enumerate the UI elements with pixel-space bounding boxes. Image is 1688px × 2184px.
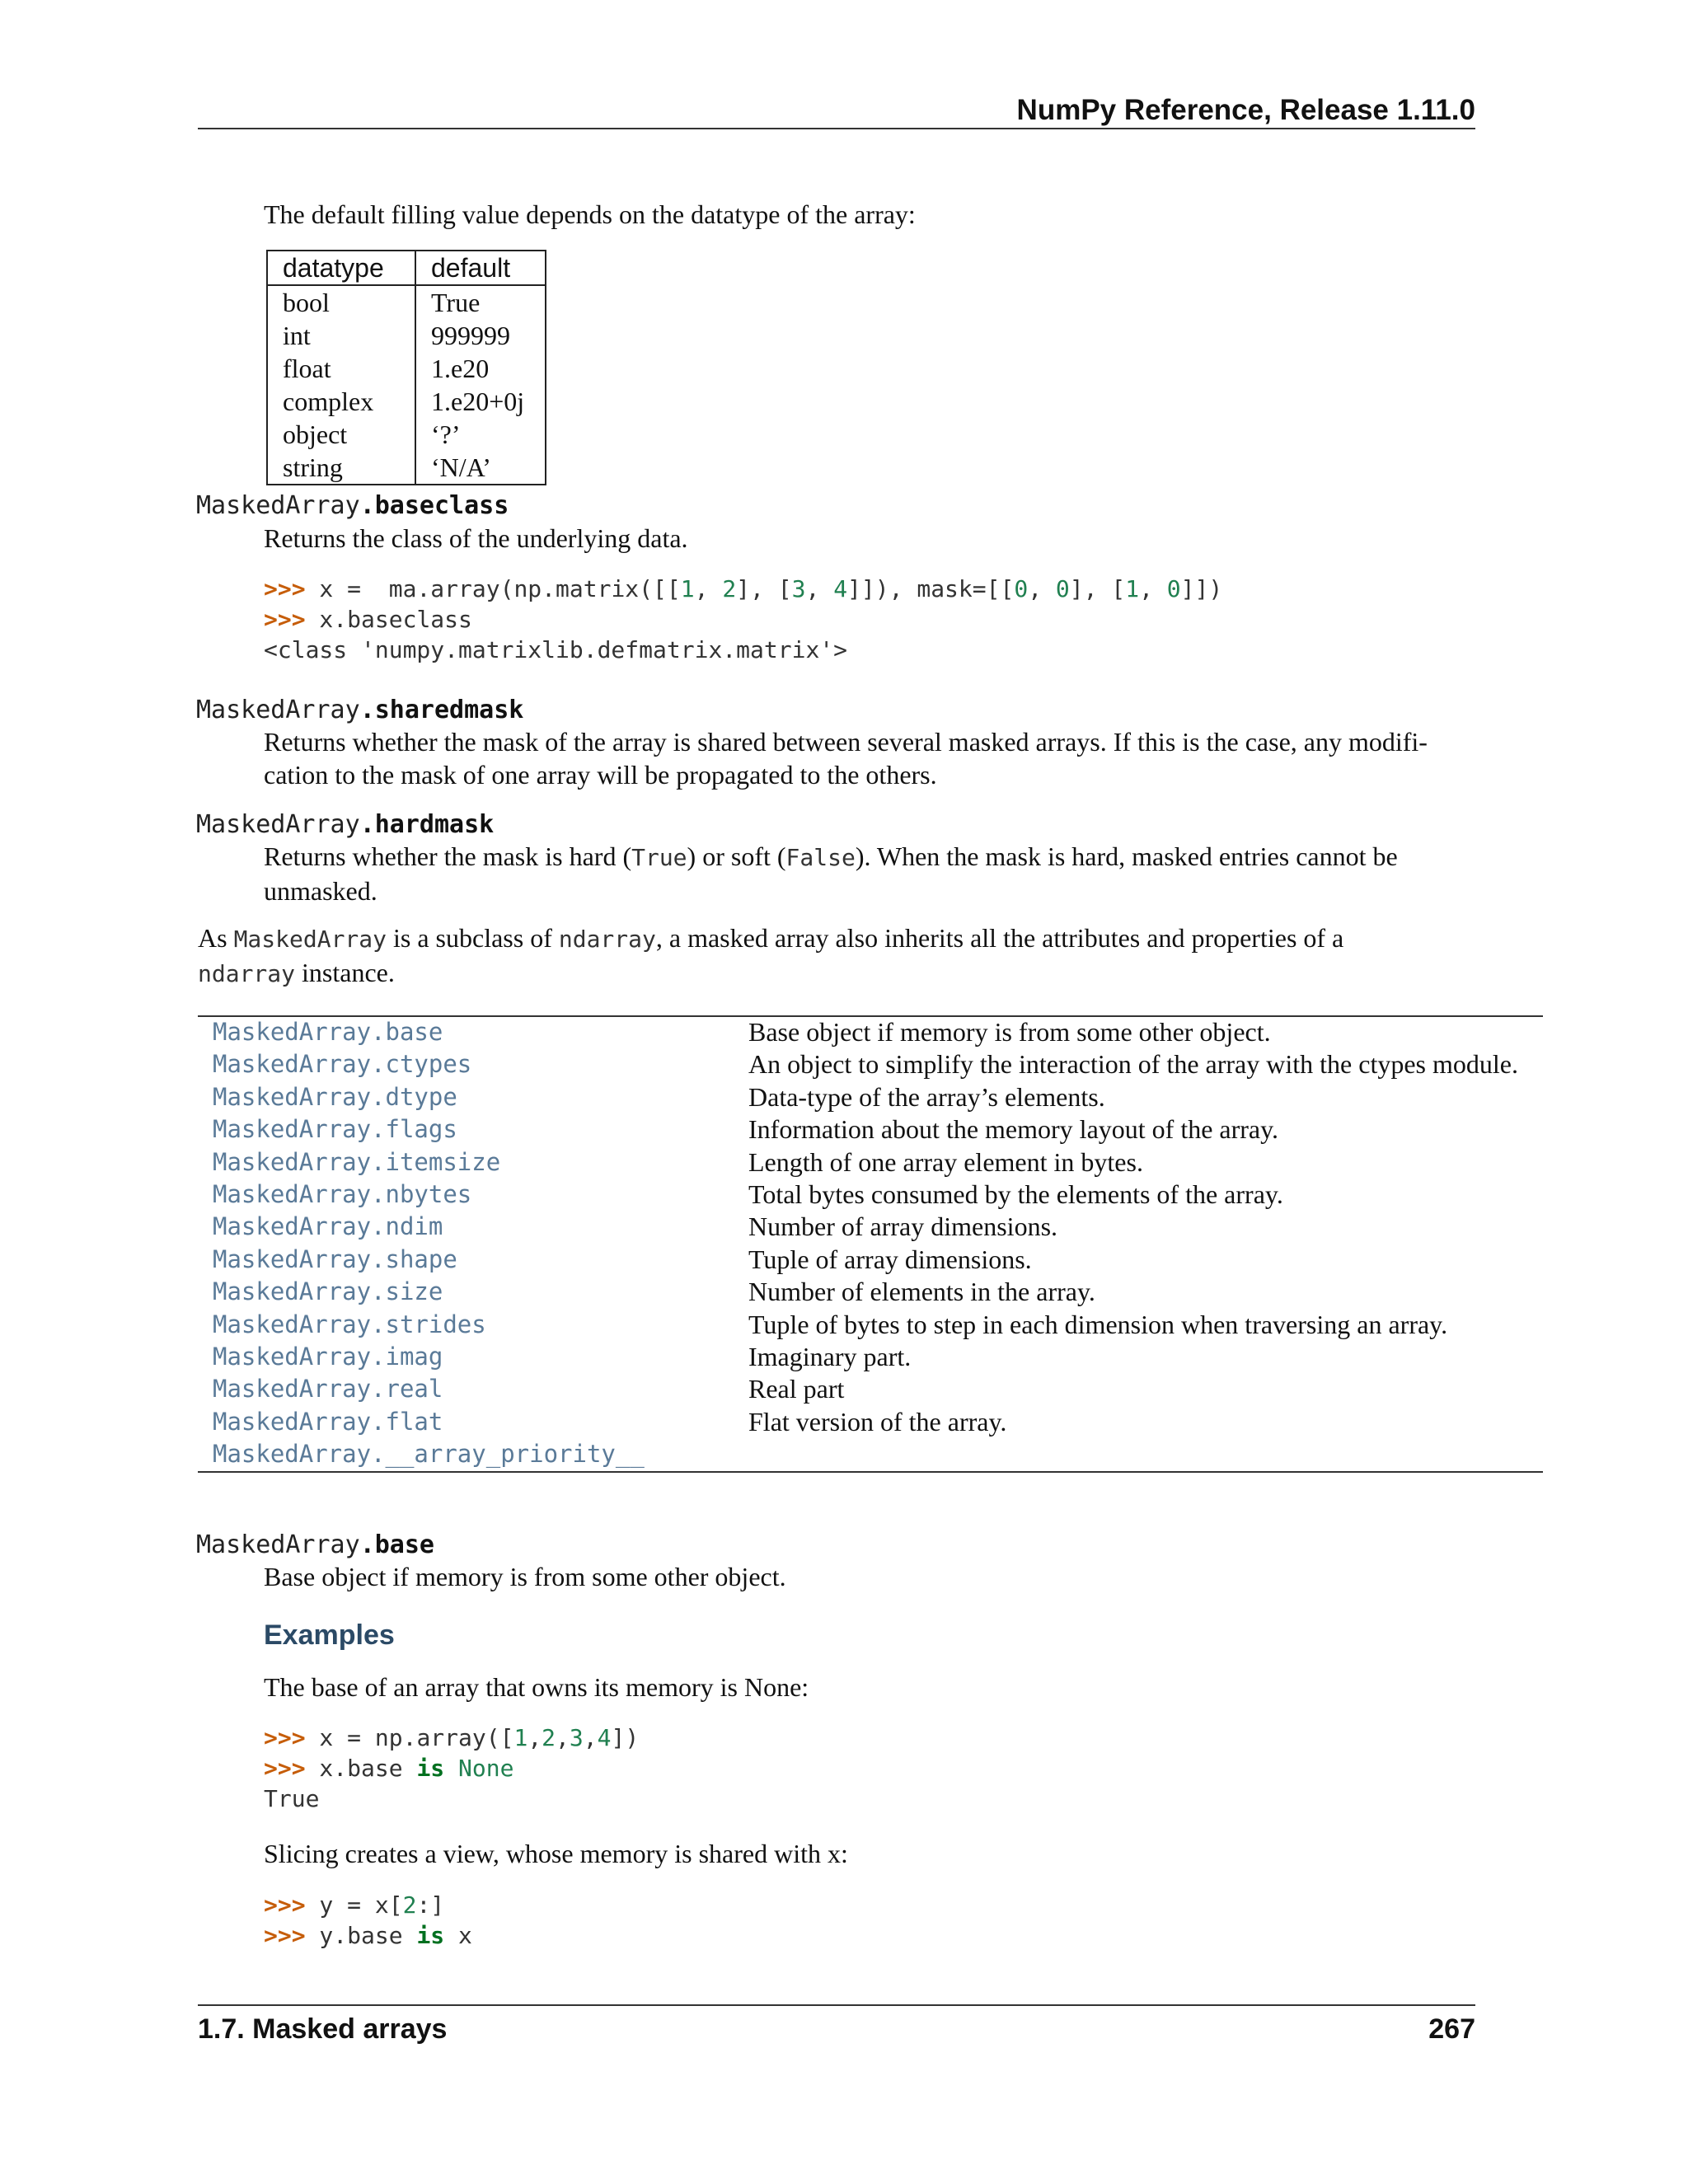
attribute-link[interactable]: MaskedArray.size — [213, 1277, 443, 1306]
link-ndarray[interactable]: ndarray — [558, 926, 656, 953]
inline-code-false: False — [785, 844, 856, 871]
baseclass-code-block — [264, 574, 1222, 665]
attribute-description: An object to simplify the interaction of the array with the ctypes module. — [748, 1049, 1518, 1080]
base-signature — [196, 1529, 434, 1562]
attribute-summary-table — [198, 1016, 1543, 1470]
code-line: >>> x.baseclass — [264, 606, 472, 633]
table-row — [267, 319, 546, 352]
signature-attribute: .baseclass — [359, 491, 509, 520]
table-header-cell: default — [415, 251, 546, 285]
table-row — [267, 418, 546, 451]
table-cell: ‘N/A’ — [415, 451, 546, 485]
table-row — [198, 1211, 1543, 1243]
table-row — [267, 352, 546, 385]
attribute-link[interactable]: MaskedArray.base — [213, 1018, 443, 1046]
attribute-link[interactable]: MaskedArray.imag — [213, 1342, 443, 1371]
attribute-link[interactable]: MaskedArray.real — [213, 1375, 443, 1404]
table-row — [198, 1406, 1543, 1438]
header-rule — [198, 128, 1475, 129]
attribute-link[interactable]: MaskedArray.shape — [213, 1244, 457, 1273]
examples-heading: Examples — [264, 1619, 395, 1651]
signature-class: MaskedArray — [196, 696, 360, 724]
table-cell: complex — [267, 385, 415, 418]
attr-table-bottom-rule — [198, 1471, 1543, 1473]
attribute-link[interactable]: MaskedArray.flags — [213, 1115, 457, 1144]
attribute-description: Number of elements in the array. — [748, 1277, 1095, 1307]
page-number: 267 — [1428, 2013, 1475, 2045]
attribute-description: Number of array dimensions. — [748, 1212, 1058, 1242]
signature-attribute: .base — [359, 1530, 434, 1559]
example1-text: The base of an array that owns its memory is None: — [264, 1672, 809, 1702]
attribute-link[interactable]: MaskedArray.strides — [213, 1310, 486, 1338]
table-row — [198, 1276, 1543, 1308]
hardmask-description: Returns whether the mask is hard (True) or soft (False). When the mask is hard, masked entries cannot be unmasked. — [264, 841, 1398, 906]
table-cell: 1.e20+0j — [415, 385, 546, 418]
attribute-description: Length of one array element in bytes. — [748, 1146, 1143, 1177]
attribute-description: Imaginary part. — [748, 1341, 912, 1371]
attribute-link[interactable]: MaskedArray.flat — [213, 1407, 443, 1436]
table-row — [198, 1016, 1543, 1048]
signature-attribute: .sharedmask — [359, 696, 524, 724]
table-row — [198, 1373, 1543, 1405]
table-cell: 1.e20 — [415, 352, 546, 385]
fill-intro-text: The default filling value depends on the datatype of the array: — [264, 199, 916, 229]
running-head: NumPy Reference, Release 1.11.0 — [1016, 94, 1475, 126]
attribute-link[interactable]: MaskedArray.__array_priority__ — [213, 1440, 645, 1469]
table-row — [267, 385, 546, 418]
sharedmask-description: Returns whether the mask of the array is shared between several masked arrays. If this is the case, any modifi- cation to the mask of one array will be propagated to the others. — [264, 727, 1428, 790]
attribute-description: Information about the memory layout of the array. — [748, 1114, 1279, 1145]
baseclass-signature — [196, 490, 509, 523]
hardmask-signature — [196, 808, 494, 841]
attribute-link[interactable]: MaskedArray.ctypes — [213, 1050, 472, 1079]
footer-section-title: 1.7. Masked arrays — [198, 2013, 448, 2045]
table-row — [198, 1081, 1543, 1113]
table-header-cell: datatype — [267, 251, 415, 285]
code-line: >>> x.base is None — [264, 1755, 514, 1782]
table-row — [198, 1309, 1543, 1341]
table-cell: bool — [267, 285, 415, 319]
example2-code-block — [264, 1890, 472, 1951]
attribute-description: Tuple of array dimensions. — [748, 1244, 1032, 1274]
table-row — [198, 1146, 1543, 1179]
table-cell: float — [267, 352, 415, 385]
attribute-description: Base object if memory is from some other object. — [748, 1017, 1271, 1047]
code-output-line: <class 'numpy.matrixlib.defmatrix.matrix'> — [264, 636, 848, 663]
baseclass-description: Returns the class of the underlying data. — [264, 523, 688, 553]
attribute-description: Real part — [748, 1374, 845, 1404]
table-row — [198, 1048, 1543, 1080]
table-cell: ‘?’ — [415, 418, 546, 451]
attribute-description: Data-type of the array’s elements. — [748, 1081, 1105, 1112]
table-cell: int — [267, 319, 415, 352]
link-maskedarray[interactable]: MaskedArray — [233, 926, 387, 953]
table-cell: string — [267, 451, 415, 485]
example1-code-block — [264, 1722, 639, 1814]
signature-class: MaskedArray — [196, 491, 360, 520]
table-row — [198, 1179, 1543, 1211]
attribute-description: Total bytes consumed by the elements of the array. — [748, 1179, 1283, 1209]
code-line: >>> y = x[2:] — [264, 1891, 445, 1919]
table-row — [267, 285, 546, 319]
code-line: >>> x = np.array([1,2,3,4]) — [264, 1724, 640, 1751]
attribute-link[interactable]: MaskedArray.itemsize — [213, 1147, 501, 1176]
example2-text: Slicing creates a view, whose memory is shared with x: — [264, 1839, 848, 1868]
footer-rule — [198, 2004, 1475, 2006]
table-cell: True — [415, 285, 546, 319]
attribute-description: Flat version of the array. — [748, 1406, 1007, 1436]
link-ndarray[interactable]: ndarray — [198, 960, 296, 987]
table-header-row — [267, 251, 546, 285]
attribute-link[interactable]: MaskedArray.dtype — [213, 1082, 457, 1111]
sharedmask-signature — [196, 694, 523, 727]
base-description: Base object if memory is from some other object. — [264, 1562, 786, 1591]
table-row — [198, 1438, 1543, 1470]
attribute-description: Tuple of bytes to step in each dimension when traversing an array. — [748, 1309, 1448, 1339]
table-cell: 999999 — [415, 319, 546, 352]
signature-attribute: .hardmask — [359, 810, 495, 839]
signature-class: MaskedArray — [196, 1530, 360, 1559]
signature-class: MaskedArray — [196, 810, 360, 839]
code-line: >>> x = ma.array(np.matrix([[1, 2], [3, 4]]), mask=[[0, 0], [1, 0]]) — [264, 575, 1223, 602]
fill-value-table — [266, 250, 546, 485]
table-cell: object — [267, 418, 415, 451]
code-output-line: True — [264, 1785, 320, 1812]
inheritance-paragraph: As MaskedArray is a subclass of ndarray, a masked array also inherits all the attributes and properties of a ndarray instance. — [198, 923, 1344, 987]
table-row — [267, 451, 546, 485]
inline-code-true: True — [631, 844, 687, 871]
attribute-link[interactable]: MaskedArray.nbytes — [213, 1179, 472, 1208]
table-row — [198, 1341, 1543, 1373]
table-row — [198, 1244, 1543, 1276]
attribute-description — [748, 1438, 1543, 1470]
attribute-link[interactable]: MaskedArray.ndim — [213, 1212, 443, 1241]
table-row — [198, 1113, 1543, 1146]
code-line: >>> y.base is x — [264, 1922, 472, 1949]
